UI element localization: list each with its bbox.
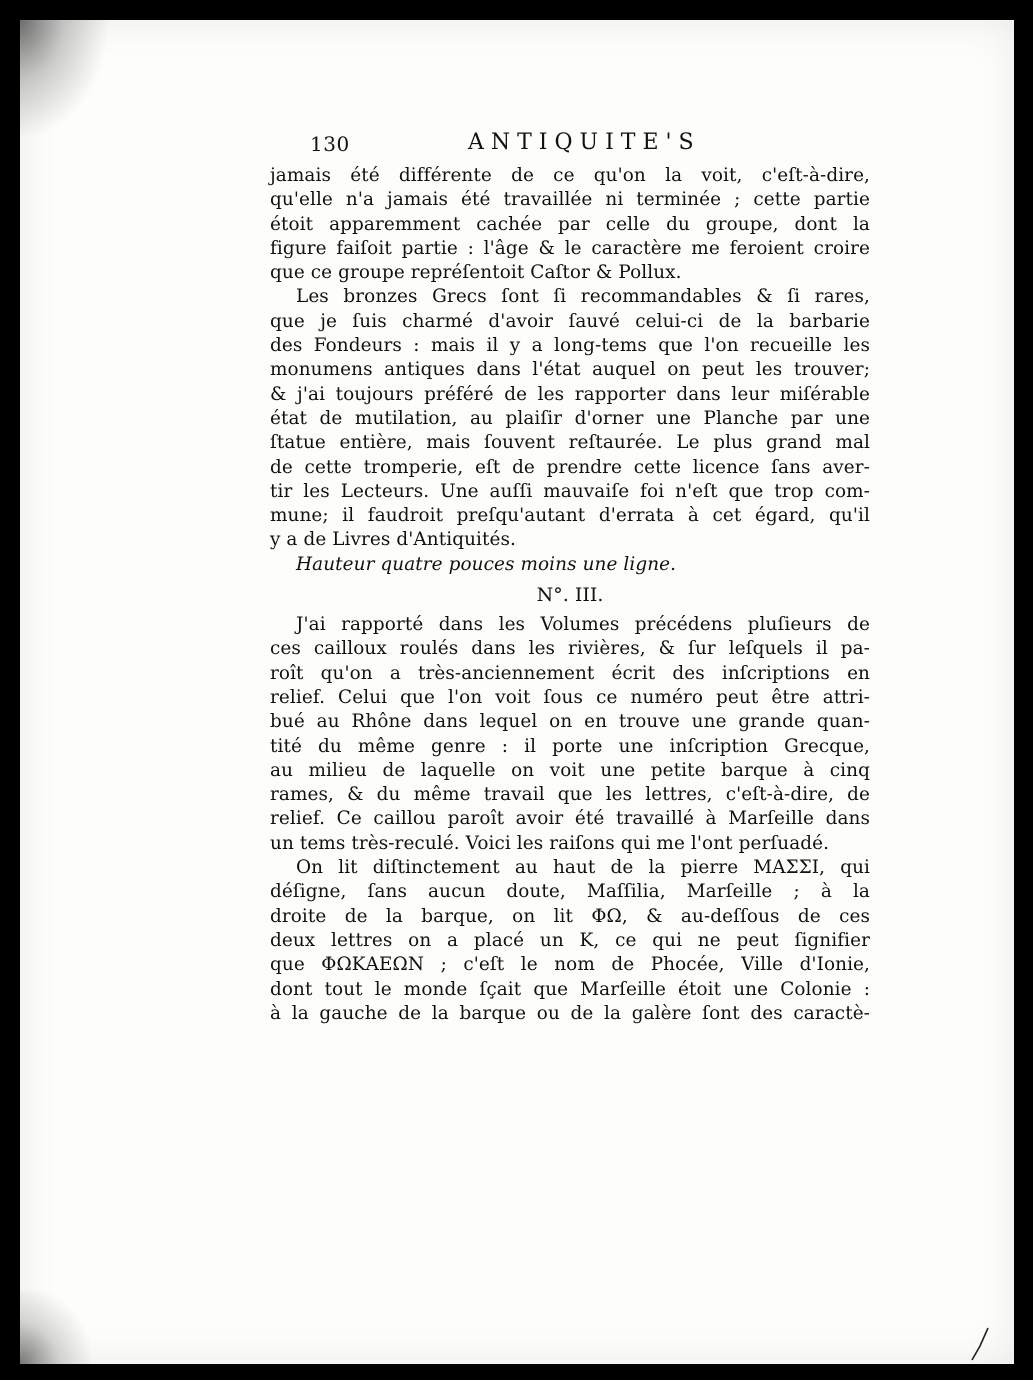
page-number: 130 [310, 132, 350, 156]
page-stain-top-left [20, 20, 110, 140]
text-line: dont tout le monde ſçait que Marſeille étoit une Colonie : [270, 978, 870, 1000]
section-heading: N°. III. [536, 584, 604, 607]
text-line: à la gauche de la barque ou de la galère ſont des caractè- [270, 1002, 870, 1024]
text-line: tité du même genre : il porte une inſcription Grecque, [270, 735, 870, 757]
text-line: & j'ai toujours préféré de les rapporter dans leur miſérable [270, 383, 870, 405]
text-line: y a de Livres d'Antiquités. [270, 529, 516, 551]
text-line: au milieu de laquelle on voit une petite barque à cinq [270, 759, 870, 781]
text-line: de cette tromperie, eſt de prendre cette licence ſans aver- [270, 456, 870, 478]
text-line: ces cailloux roulés dans les rivières, & ſur leſquels il pa- [270, 638, 870, 660]
text-line: que ce groupe repréſentoit Caſtor & Pollux. [270, 262, 682, 284]
text-line: bué au Rhône dans lequel on en trouve une grande quan- [270, 711, 870, 733]
paragraph-3 [270, 613, 870, 856]
text-line: droite de la barque, on lit ΦΩ, & au-deſſous de ces [270, 905, 870, 927]
text-line: des Fondeurs : mais il y a long-tems que l'on recueille les [270, 335, 870, 357]
text-line: déſigne, ſans aucun doute, Maſſilia, Marſeille ; à la [270, 881, 870, 903]
text-line: roît qu'on a très-anciennement écrit des inſcriptions en [270, 662, 870, 684]
text-line: relief. Celui que l'on voit ſous ce numéro peut être attri- [270, 686, 870, 708]
text-line: deux lettres on a placé un Κ, ce qui ne peut ſignifier [270, 929, 870, 951]
running-head [270, 128, 870, 164]
corner-tear-mark [968, 1326, 990, 1362]
text-line: ſtatue entière, mais ſouvent reſtaurée. Le plus grand mal [270, 432, 870, 454]
text-line: monumens antiques dans l'état auquel on peut les trouver; [270, 359, 870, 381]
page-stain-bottom-left [20, 1290, 90, 1364]
text-line: étoit apparemment cachée par celle du groupe, dont la [270, 213, 870, 235]
dimension-note: Hauteur quatre pouces moins une ligne. [296, 553, 677, 575]
text-line: J'ai rapporté dans les Volumes précédens pluſieurs de [296, 614, 870, 636]
text-line: un tems très-reculé. Voici les raiſons qui me l'ont perſuadé. [270, 832, 830, 854]
text-line: que ΦΩΚΑΕΩΝ ; c'eſt le nom de Phocée, Ville d'Ionie, [270, 954, 870, 976]
paragraph-1 [270, 164, 870, 285]
text-line: mune; il faudroit preſqu'autant d'errata à cet égard, qu'il [270, 505, 870, 527]
paragraph-2 [270, 285, 870, 552]
text-line: rames, & du même travail que les lettres, c'eſt-à-dire, de [270, 784, 870, 806]
text-line: qu'elle n'a jamais été travaillée ni terminée ; cette partie [270, 189, 870, 211]
text-line: jamais été différente de ce qu'on la voit, c'eſt-à-dire, [270, 165, 870, 186]
text-line: état de mutilation, au plaiſir d'orner une Planche par une [270, 407, 870, 429]
text-line: que je ſuis charmé d'avoir ſauvé celui-ci de la barbarie [270, 310, 870, 332]
running-title: ANTIQUITE'S [468, 130, 701, 155]
text-line: Les bronzes Grecs ſont ſi recommandables & ſi rares, [296, 286, 870, 308]
text-line: figure faiſoit partie : l'âge & le caractère me feroient croire [270, 237, 870, 259]
page-text [270, 128, 870, 1026]
text-line: On lit diſtinctement au haut de la pierre ΜΑΣΣΙ, qui [296, 857, 870, 879]
text-line: relief. Ce caillou paroît avoir été travaillé à Marſeille dans [270, 808, 870, 830]
paragraph-4 [270, 856, 870, 1026]
text-line: tir les Lecteurs. Une auſſi mauvaiſe foi n'eſt que trop com- [270, 480, 870, 502]
